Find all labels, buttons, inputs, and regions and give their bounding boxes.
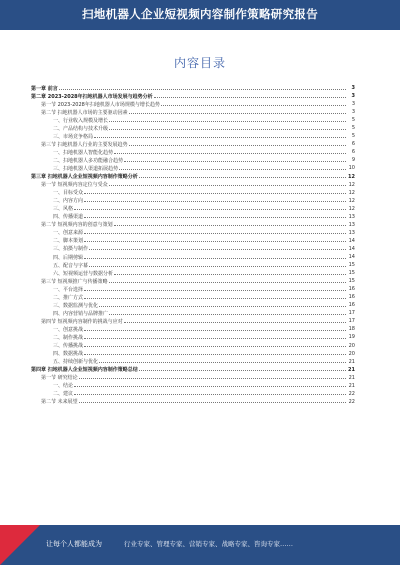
toc-leader-dots	[89, 266, 346, 267]
toc-entry-page: 22	[348, 398, 355, 405]
toc-leader-dots	[109, 129, 346, 130]
toc-entry-label: 六、短视频运营与数据分析	[53, 270, 114, 277]
toc-entry-page: 3	[351, 109, 355, 116]
toc-entry[interactable]	[31, 325, 355, 333]
toc-entry-page: 21	[348, 366, 355, 373]
toc-entry-page: 20	[348, 342, 355, 349]
report-title: 扫地机器人企业短视频内容制作策略研究报告	[82, 7, 318, 21]
toc-leader-dots	[84, 201, 346, 202]
toc-entry[interactable]	[31, 350, 355, 358]
toc-leader-dots	[89, 249, 346, 250]
toc-entry-page: 14	[348, 254, 355, 260]
toc-entry-page: 13	[348, 213, 355, 220]
toc-leader-dots	[109, 314, 346, 315]
report-header-bar	[0, 0, 400, 30]
toc-entry-label: 二、建议	[53, 391, 74, 398]
toc-entry-label: 一、目标受众	[53, 190, 84, 197]
toc-entry-label: 一、创意来源	[53, 230, 84, 237]
toc-entry-page: 13	[348, 229, 355, 236]
toc-entry-label: 五、配音与字幕	[53, 262, 89, 269]
toc-entry-label: 第二节 未来展望	[41, 399, 78, 406]
toc-entry-page: 5	[351, 125, 355, 132]
toc-leader-dots	[84, 258, 346, 259]
toc-leader-dots	[129, 145, 346, 146]
toc-entry-label: 四、后期剪辑	[53, 254, 84, 261]
toc-entry-label: 三、风格	[53, 206, 74, 213]
toc-entry[interactable]	[31, 92, 355, 100]
toc-entry-page: 12	[348, 181, 355, 188]
toc-entry[interactable]	[31, 398, 355, 406]
toc-entry-label: 二、内容方向	[53, 198, 84, 205]
toc-entry-page: 3	[351, 85, 355, 92]
toc-entry-label: 一、结论	[53, 383, 74, 390]
toc-entry-label: 二、产品结构与技术升级	[53, 125, 109, 132]
toc-entry-page: 21	[348, 358, 355, 365]
toc-entry-page: 15	[348, 270, 355, 277]
toc-entry[interactable]	[31, 221, 355, 229]
toc-leader-dots	[109, 282, 346, 283]
toc-leader-dots	[74, 386, 346, 387]
toc-entry[interactable]	[31, 132, 355, 140]
toc-entry-label: 二、推广方式	[53, 294, 84, 301]
toc-leader-dots	[161, 105, 346, 106]
toc-entry-page: 5	[351, 117, 355, 124]
toc-entry-label: 第三节 扫地机器人行业的主要发展趋势	[41, 141, 128, 148]
toc-heading: 内容目录	[173, 56, 226, 70]
toc-entry-page: 17	[348, 310, 355, 317]
table-of-contents	[31, 84, 355, 406]
toc-leader-dots	[84, 354, 346, 355]
toc-entry[interactable]	[31, 140, 355, 148]
toc-entry-label: 三、扫地机器人渠道拓展趋势	[53, 165, 119, 172]
footer-roles: 行业专家、管理专家、营销专家、战略专家、咨询专家……	[124, 540, 293, 548]
toc-leader-dots	[59, 89, 346, 90]
footer-bar	[0, 525, 400, 565]
footer-slogan: 让每个人都能成为	[46, 540, 102, 548]
toc-entry-page: 12	[348, 173, 355, 180]
toc-entry-page: 9	[351, 157, 355, 164]
toc-entry-label: 二、脚本策划	[53, 238, 84, 245]
toc-entry-label: 第四节 短视频内容制作的挑战与应对	[41, 318, 123, 325]
toc-entry-page: 13	[348, 221, 355, 228]
toc-entry-page: 3	[351, 93, 355, 100]
toc-entry[interactable]	[31, 173, 355, 181]
toc-entry-label: 第四章 扫地机器人企业短视频内容制作策略总结	[31, 367, 138, 374]
toc-entry[interactable]	[31, 293, 355, 301]
toc-entry[interactable]	[31, 205, 355, 213]
toc-entry-label: 一、创意挑战	[53, 326, 84, 333]
toc-entry[interactable]	[31, 301, 355, 309]
toc-entry-page: 15	[348, 262, 355, 269]
toc-entry[interactable]	[31, 189, 355, 197]
toc-leader-dots	[84, 330, 346, 331]
toc-entry[interactable]	[31, 342, 355, 350]
toc-leader-dots	[94, 137, 346, 138]
toc-entry[interactable]	[31, 164, 355, 172]
toc-entry[interactable]	[31, 309, 355, 317]
toc-leader-dots	[154, 97, 346, 98]
toc-entry-page: 12	[348, 197, 355, 204]
toc-leader-dots	[139, 177, 346, 178]
toc-entry-label: 一、扫地机器人智能化趋势	[53, 149, 114, 156]
toc-entry[interactable]	[31, 285, 355, 293]
toc-entry-page: 10	[348, 165, 355, 172]
toc-leader-dots	[84, 193, 346, 194]
toc-leader-dots	[99, 306, 346, 307]
toc-entry[interactable]	[31, 148, 355, 156]
toc-entry[interactable]	[31, 317, 355, 325]
toc-entry[interactable]	[31, 229, 355, 237]
toc-entry[interactable]	[31, 374, 355, 382]
toc-entry[interactable]	[31, 358, 355, 366]
toc-leader-dots	[109, 121, 346, 122]
toc-leader-dots	[79, 378, 346, 379]
toc-entry-page: 16	[348, 286, 355, 293]
toc-entry-label: 三、传播挑战	[53, 343, 84, 350]
toc-entry-page: 17	[348, 318, 355, 325]
toc-entry-label: 三、拍摄与制作	[53, 246, 89, 253]
toc-entry-page: 22	[348, 390, 355, 397]
toc-leader-dots	[129, 113, 346, 114]
toc-entry-label: 第一节 2023-2028年扫地机器人市场规模与增长趋势	[41, 101, 160, 108]
toc-entry[interactable]	[31, 124, 355, 132]
toc-entry-label: 第一节 短视频内容定位与受众	[41, 182, 108, 189]
toc-entry-label: 第三章 扫地机器人企业短视频内容制作策略分析	[31, 174, 138, 181]
toc-entry[interactable]	[31, 237, 355, 245]
toc-entry-page: 6	[351, 141, 355, 148]
toc-entry[interactable]	[31, 245, 355, 253]
toc-entry-label: 第二章 2023-2028年扫地机器人市场发展与趋势分析	[31, 93, 153, 100]
toc-entry[interactable]	[31, 213, 355, 221]
toc-entry-label: 第一章 前言	[31, 85, 58, 92]
toc-entry-page: 14	[348, 237, 355, 244]
toc-leader-dots	[74, 209, 346, 210]
toc-entry-page: 16	[348, 302, 355, 309]
toc-entry[interactable]	[31, 382, 355, 390]
toc-entry-page: 16	[348, 294, 355, 301]
toc-entry[interactable]	[31, 181, 355, 189]
toc-entry-page: 19	[348, 334, 355, 341]
toc-entry-page: 14	[348, 245, 355, 252]
toc-entry-label: 三、市场竞争格局	[53, 133, 94, 140]
toc-entry[interactable]	[31, 333, 355, 341]
toc-entry-page: 5	[351, 133, 355, 140]
toc-entry-page: 3	[351, 101, 355, 108]
toc-entry[interactable]	[31, 197, 355, 205]
toc-entry-label: 二、扫地机器人多功能融合趋势	[53, 157, 124, 164]
toc-entry-label: 第三节 短视频推广与传播策略	[41, 278, 108, 285]
toc-leader-dots	[124, 161, 346, 162]
toc-entry[interactable]	[31, 100, 355, 108]
toc-entry[interactable]	[31, 108, 355, 116]
toc-entry-page: 18	[348, 326, 355, 333]
footer-red-accent	[0, 525, 40, 565]
toc-entry-label: 第二节 扫地机器人市场的主要驱动因素	[41, 109, 128, 116]
toc-leader-dots	[114, 274, 346, 275]
toc-entry[interactable]	[31, 261, 355, 269]
toc-leader-dots	[84, 233, 346, 234]
toc-leader-dots	[114, 225, 346, 226]
toc-leader-dots	[84, 298, 346, 299]
toc-entry[interactable]	[31, 84, 355, 92]
toc-leader-dots	[109, 185, 346, 186]
toc-leader-dots	[79, 402, 346, 403]
toc-entry-label: 四、内容营销与品牌推广	[53, 310, 109, 317]
toc-leader-dots	[119, 169, 346, 170]
toc-entry[interactable]	[31, 156, 355, 164]
toc-leader-dots	[139, 370, 346, 371]
toc-entry-page: 21	[348, 374, 355, 381]
toc-entry-page: 6	[351, 149, 355, 156]
toc-leader-dots	[84, 290, 346, 291]
toc-leader-dots	[84, 346, 346, 347]
toc-entry-label: 一、行业收入规模及增长	[53, 117, 109, 124]
toc-entry[interactable]	[31, 366, 355, 374]
toc-entry-label: 四、传播渠道	[53, 214, 84, 221]
toc-entry[interactable]	[31, 253, 355, 261]
toc-entry-page: 12	[348, 189, 355, 196]
toc-entry-page: 15	[348, 278, 355, 285]
toc-entry[interactable]	[31, 269, 355, 277]
toc-leader-dots	[99, 362, 346, 363]
toc-entry-label: 一、平台选择	[53, 286, 84, 293]
toc-entry-label: 二、制作挑战	[53, 334, 84, 341]
toc-leader-dots	[84, 241, 346, 242]
toc-entry-page: 12	[348, 205, 355, 212]
toc-entry-label: 第一节 研究结论	[41, 375, 78, 382]
toc-leader-dots	[74, 394, 346, 395]
toc-entry[interactable]	[31, 277, 355, 285]
toc-entry[interactable]	[31, 390, 355, 398]
toc-entry-label: 五、持续创新与优化	[53, 359, 99, 366]
toc-entry-label: 第二节 短视频内容的创意与策划	[41, 222, 113, 229]
toc-leader-dots	[124, 322, 346, 323]
toc-entry-page: 21	[348, 382, 355, 389]
toc-leader-dots	[114, 153, 346, 154]
toc-entry-page: 20	[348, 350, 355, 357]
toc-leader-dots	[84, 217, 346, 218]
toc-entry-label: 四、数据挑战	[53, 351, 84, 358]
toc-entry[interactable]	[31, 116, 355, 124]
toc-entry-label: 三、数据监测与优化	[53, 302, 99, 309]
toc-leader-dots	[84, 338, 346, 339]
